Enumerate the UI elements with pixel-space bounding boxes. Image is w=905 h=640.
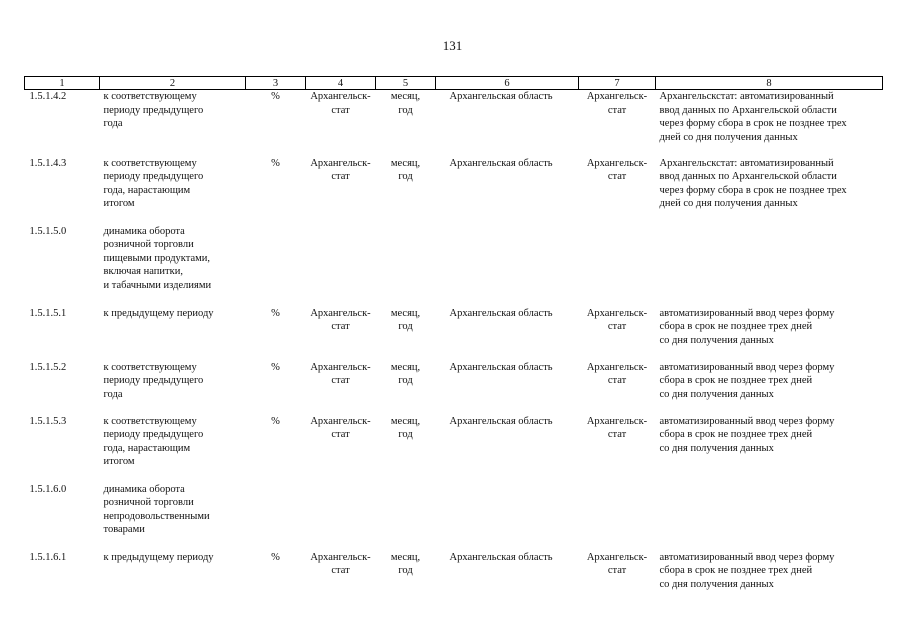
indicator-code: 1.5.1.5.2	[29, 361, 67, 373]
responsible-body	[579, 225, 656, 307]
indicator-name: к соответствующему периоду предыдущего года	[103, 361, 204, 400]
territory-level: Архангельская область	[449, 91, 553, 102]
periodicity	[376, 225, 436, 307]
table-row	[25, 90, 883, 157]
input-method: автоматизированный ввод через форму сбора в срок не позднее трех дней со дня получения данных	[659, 551, 835, 590]
unit-of-measure: %	[271, 91, 280, 102]
data-source: Архангельск- стат	[310, 91, 371, 116]
column-number-row	[25, 77, 883, 90]
unit-of-measure: %	[271, 307, 280, 319]
indicator-code: 1.5.1.6.0	[29, 483, 67, 495]
periodicity: месяц, год	[390, 361, 421, 386]
input-method: автоматизированный ввод через форму сбора в срок не позднее трех дней со дня получения данных	[659, 415, 835, 454]
responsible-body: Архангельск- стат	[586, 91, 648, 116]
indicators-table	[24, 76, 883, 601]
data-source: Архангельск- стат	[310, 307, 371, 332]
table-row	[25, 225, 883, 307]
indicator-code: 1.5.1.5.1	[29, 307, 67, 319]
table-row	[25, 307, 883, 361]
table-row	[25, 157, 883, 225]
territory-level	[436, 225, 579, 307]
column-header: 6	[436, 77, 579, 90]
indicator-name: динамика оборота розничной торговли непродовольственными товарами	[103, 483, 210, 535]
responsible-body: Архангельск- стат	[586, 361, 648, 386]
input-method: Архангельскстат: автоматизированный ввод данных по Архангельской области через форму сбора в срок не позднее трех дней со дня получения данных	[659, 91, 847, 143]
responsible-body: Архангельск- стат	[586, 157, 648, 182]
periodicity	[376, 483, 436, 551]
input-method: автоматизированный ввод через форму сбора в срок не позднее трех дней со дня получения данных	[659, 361, 835, 400]
indicator-name: к соответствующему периоду предыдущего года, нарастающим итогом	[103, 415, 204, 467]
indicator-code: 1.5.1.5.3	[29, 415, 67, 427]
data-source	[306, 225, 376, 307]
page-number: 131	[442, 38, 463, 53]
territory-level: Архангельская область	[449, 307, 553, 319]
column-header: 7	[579, 77, 656, 90]
column-header: 2	[100, 77, 246, 90]
periodicity: месяц, год	[390, 415, 421, 440]
territory-level: Архангельская область	[449, 415, 553, 427]
column-header: 8	[656, 77, 883, 90]
column-header: 4	[306, 77, 376, 90]
responsible-body: Архангельск- стат	[586, 551, 648, 576]
unit-of-measure	[246, 225, 306, 307]
table-row	[25, 483, 883, 551]
unit-of-measure: %	[271, 157, 280, 169]
input-method	[656, 225, 883, 307]
data-source: Архангельск- стат	[310, 361, 371, 386]
input-method	[656, 483, 883, 551]
responsible-body: Архангельск- стат	[586, 415, 648, 440]
indicator-code: 1.5.1.4.2	[29, 91, 67, 102]
unit-of-measure: %	[271, 361, 280, 373]
unit-of-measure: %	[271, 415, 280, 427]
input-method: Архангельскстат: автоматизированный ввод данных по Архангельской области через форму сбора в срок не позднее трех дней со дня получения данных	[659, 157, 847, 209]
periodicity: месяц, год	[390, 157, 421, 182]
indicator-code: 1.5.1.6.1	[29, 551, 67, 563]
territory-level: Архангельская область	[449, 157, 553, 169]
indicator-code: 1.5.1.5.0	[29, 225, 67, 237]
indicator-name: к соответствующему периоду предыдущего года	[103, 91, 204, 129]
data-source: Архангельск- стат	[310, 157, 371, 182]
indicator-code: 1.5.1.4.3	[29, 157, 67, 169]
column-header: 3	[246, 77, 306, 90]
indicator-name: к соответствующему периоду предыдущего года, нарастающим итогом	[103, 157, 204, 209]
table-row	[25, 361, 883, 415]
territory-level: Архангельская область	[449, 361, 553, 373]
column-header: 5	[376, 77, 436, 90]
periodicity: месяц, год	[390, 307, 421, 332]
unit-of-measure: %	[271, 551, 280, 563]
responsible-body: Архангельск- стат	[586, 307, 648, 332]
indicator-name: динамика оборота розничной торговли пищевыми продуктами, включая напитки, и табачными изделиями	[103, 225, 212, 291]
data-source	[306, 483, 376, 551]
territory-level: Архангельская область	[449, 551, 553, 563]
data-source: Архангельск- стат	[310, 415, 371, 440]
indicator-name: к предыдущему периоду	[103, 551, 214, 563]
responsible-body	[579, 483, 656, 551]
periodicity: месяц, год	[390, 91, 421, 116]
column-header: 1	[25, 77, 100, 90]
unit-of-measure	[246, 483, 306, 551]
territory-level	[436, 483, 579, 551]
indicator-name: к предыдущему периоду	[103, 307, 214, 319]
periodicity: месяц, год	[390, 551, 421, 576]
table-row	[25, 551, 883, 601]
input-method: автоматизированный ввод через форму сбора в срок не позднее трех дней со дня получения данных	[659, 307, 835, 346]
data-source: Архангельск- стат	[310, 551, 371, 576]
table-row	[25, 415, 883, 483]
